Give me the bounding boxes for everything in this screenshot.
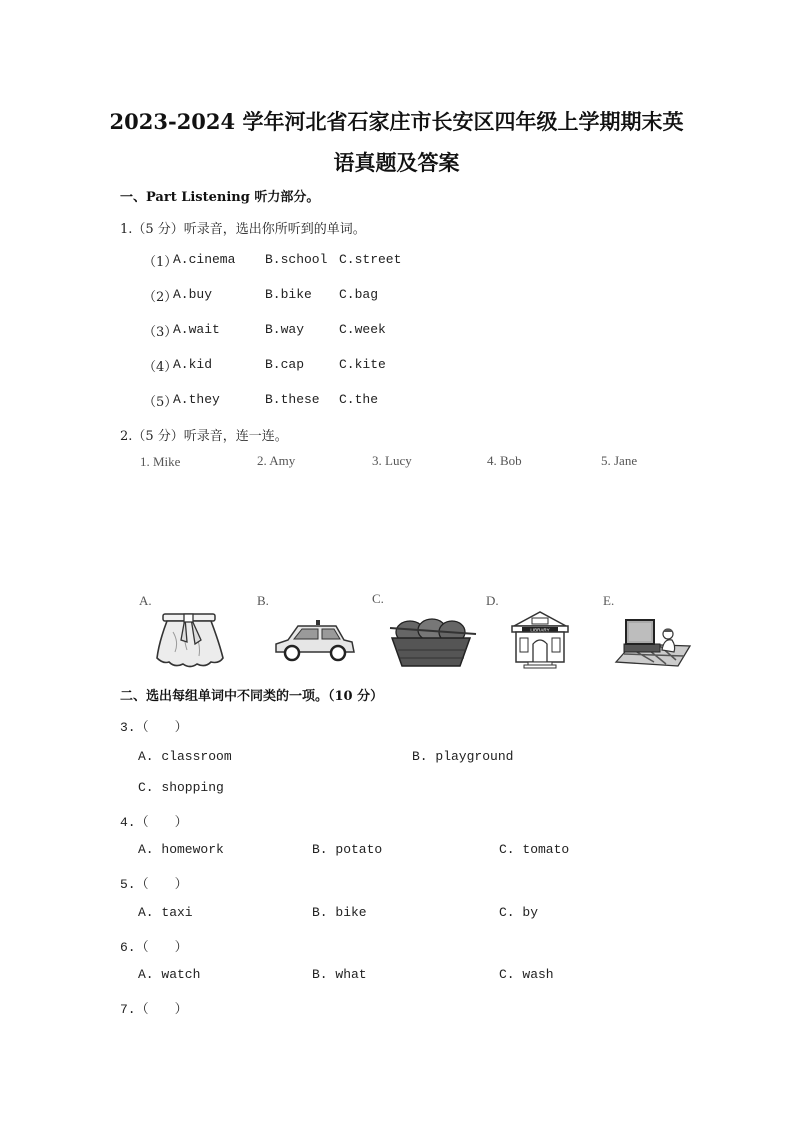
item-number: （5）	[143, 395, 178, 410]
vegetable-basket-icon	[388, 616, 478, 668]
option-b: B.way	[265, 322, 305, 337]
library-icon	[508, 608, 572, 670]
library-sign: LIBRARY	[530, 627, 550, 633]
item-number: （1）	[143, 255, 178, 270]
question-4-number: 4.（ ）	[120, 815, 188, 830]
option-c: C.week	[339, 322, 386, 337]
option-b: B.cap	[265, 357, 305, 372]
name-mike: 1. Mike	[140, 454, 181, 469]
question-4-option-c: C. tomato	[499, 842, 570, 857]
question-6-option-c: C. wash	[499, 967, 554, 982]
option-c: C.bag	[339, 287, 379, 302]
skirt-icon	[155, 612, 225, 670]
option-b: B.bike	[265, 287, 312, 302]
question-6-option-b: B. what	[312, 967, 367, 982]
item-number: （4）	[143, 360, 178, 375]
option-a: A.wait	[173, 322, 220, 337]
watching-tv-icon	[614, 616, 692, 668]
question-2-stem: 2.（5 分）听录音，连一连。	[120, 429, 288, 444]
option-b: B.these	[265, 392, 320, 407]
name-jane: 5. Jane	[601, 453, 638, 468]
option-a: A.cinema	[173, 252, 236, 267]
question-5-option-b: B. bike	[312, 905, 367, 920]
name-bob: 4. Bob	[487, 453, 522, 468]
section-heading-odd-one-out: 二、选出每组单词中不同类的一项。（10 分）	[120, 689, 384, 704]
question-4-option-b: B. potato	[312, 842, 383, 857]
question-6-number: 6.（ ）	[120, 940, 188, 955]
option-c: C.the	[339, 392, 379, 407]
option-c: C.street	[339, 252, 402, 267]
question-3-number: 3.（ ）	[120, 720, 188, 735]
question-6-option-a: A. watch	[138, 967, 201, 982]
option-a: A.kid	[173, 357, 213, 372]
picture-label-d: D.	[486, 593, 499, 608]
document-title-line-1: 2023-2024 学年河北省石家庄市长安区四年级上学期期末英	[109, 109, 684, 134]
question-4-option-a: A. homework	[138, 842, 224, 857]
section-heading-listening: 一、Part Listening 听力部分。	[120, 190, 320, 205]
question-3-option-c: C. shopping	[138, 780, 224, 795]
picture-label-b: B.	[257, 593, 269, 608]
question-3-option-a: A. classroom	[138, 749, 232, 764]
car-icon	[272, 618, 356, 664]
question-1-stem: 1.（5 分）听录音，选出你所听到的单词。	[120, 222, 366, 237]
picture-label-e: E.	[603, 593, 615, 608]
option-b: B.school	[265, 252, 328, 267]
name-amy: 2. Amy	[257, 453, 296, 468]
document-title-line-2: 语真题及答案	[333, 150, 460, 175]
question-3-option-b: B. playground	[412, 749, 514, 764]
question-7-number: 7.（ ）	[120, 1002, 188, 1017]
option-a: A.they	[173, 392, 220, 407]
option-c: C.kite	[339, 357, 386, 372]
picture-label-c: C.	[372, 591, 384, 606]
item-number: （2）	[143, 290, 178, 305]
question-5-option-a: A. taxi	[138, 905, 193, 920]
picture-label-a: A.	[139, 593, 152, 608]
name-lucy: 3. Lucy	[372, 453, 412, 468]
option-a: A.buy	[173, 287, 213, 302]
question-5-option-c: C. by	[499, 905, 539, 920]
question-5-number: 5.（ ）	[120, 877, 188, 892]
item-number: （3）	[143, 325, 178, 340]
